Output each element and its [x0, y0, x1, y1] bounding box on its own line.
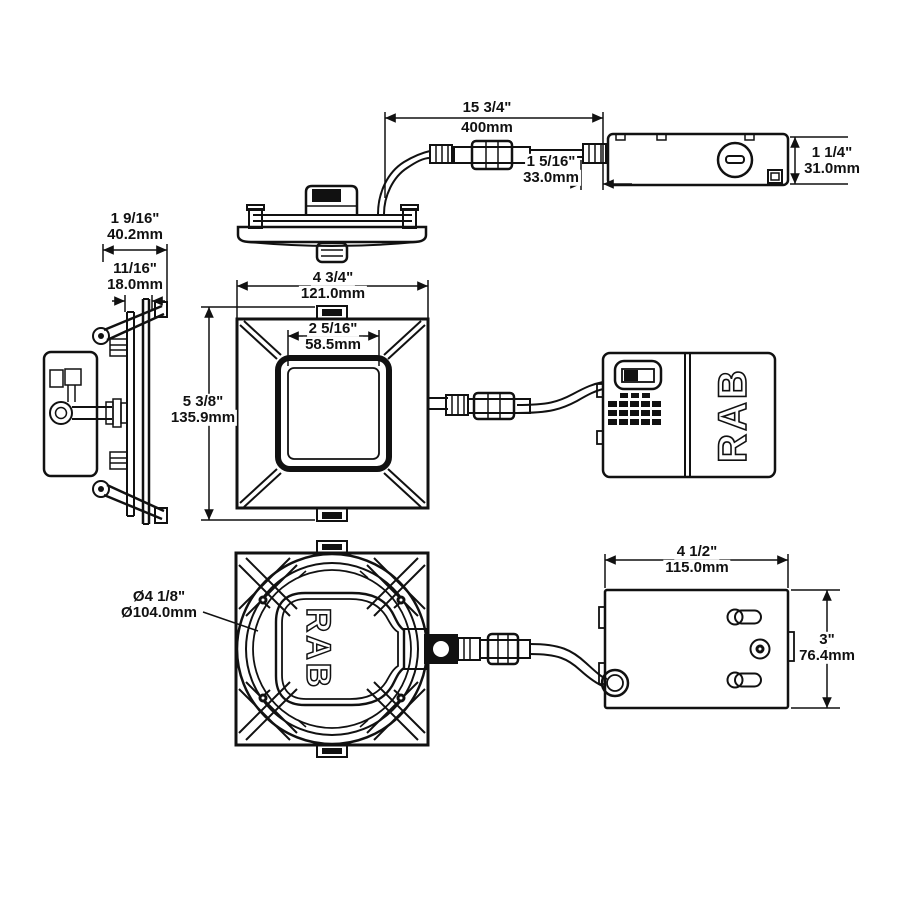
dim-recess-mm: 18.0mm: [107, 276, 163, 293]
fixture-side-view: [238, 186, 426, 262]
dim-label-aperture-width: [303, 321, 363, 353]
dim-trim-mm: 121.0mm: [300, 285, 366, 302]
dim-label-cutout-diameter: [119, 589, 199, 621]
dim-label-overall-height: [169, 394, 237, 426]
cct-label-text: [608, 393, 661, 425]
knockout-circle: [718, 143, 752, 177]
dim-offset-mm: 33.0mm: [523, 169, 579, 186]
rab-logo-driver: RAB: [711, 367, 755, 463]
dim-recess-depth: [112, 295, 165, 312]
dim-recess-in: 11/16": [113, 259, 157, 277]
dim-whip-mm: 400mm: [461, 119, 513, 136]
dim-label-jbox-width: [663, 544, 730, 576]
dim-driverh-in: 1 1/4": [811, 143, 853, 161]
dim-trim-in: 4 3/4": [312, 268, 354, 286]
cct-switch-knob: [624, 370, 638, 381]
dim-label-trim-width: [299, 270, 367, 302]
dim-aperture-in: 2 5/16": [308, 319, 358, 337]
fixture-profile-view: [93, 299, 167, 524]
dim-jboxw-in: 4 1/2": [676, 542, 718, 560]
dim-label-whip-length: [459, 100, 515, 136]
dim-jboxw-mm: 115.0mm: [665, 559, 729, 576]
dim-aperture-mm: 58.5mm: [305, 336, 361, 353]
dim-jboxh-in: 3": [819, 630, 835, 648]
dim-depth-in: 1 9/16": [110, 209, 160, 227]
dim-label-overall-depth: [105, 211, 165, 243]
dim-label-jbox-height: [797, 632, 857, 664]
aperture-frame: [278, 358, 389, 469]
dim-cutout-in: Ø4 1/8": [132, 587, 186, 605]
dim-whip-in: 15 3/4": [462, 98, 512, 116]
dim-offset-in: 1 5/16": [526, 152, 576, 170]
dim-driverh-mm: 31.0mm: [804, 160, 860, 177]
dim-cutout-mm: Ø104.0mm: [121, 604, 197, 621]
whip-cable-middle: [446, 382, 603, 419]
jbox-rear-view: [599, 590, 794, 708]
dim-height-mm: 135.9mm: [170, 409, 236, 426]
driver-box-side-view: [608, 134, 788, 185]
driver-box-front-view: [597, 353, 775, 477]
dim-jboxh-mm: 76.4mm: [799, 647, 855, 664]
dim-label-recess-depth: [105, 261, 165, 293]
dim-label-driver-offset: [521, 154, 581, 186]
dim-depth-mm: 40.2mm: [107, 226, 163, 243]
rab-logo-backplate: RAB: [299, 607, 337, 691]
dim-label-driver-height: [802, 145, 862, 177]
dim-height-in: 5 3/8": [182, 392, 224, 410]
fixture-back-view: [236, 541, 458, 757]
whip-cable-bottom: [458, 634, 628, 696]
